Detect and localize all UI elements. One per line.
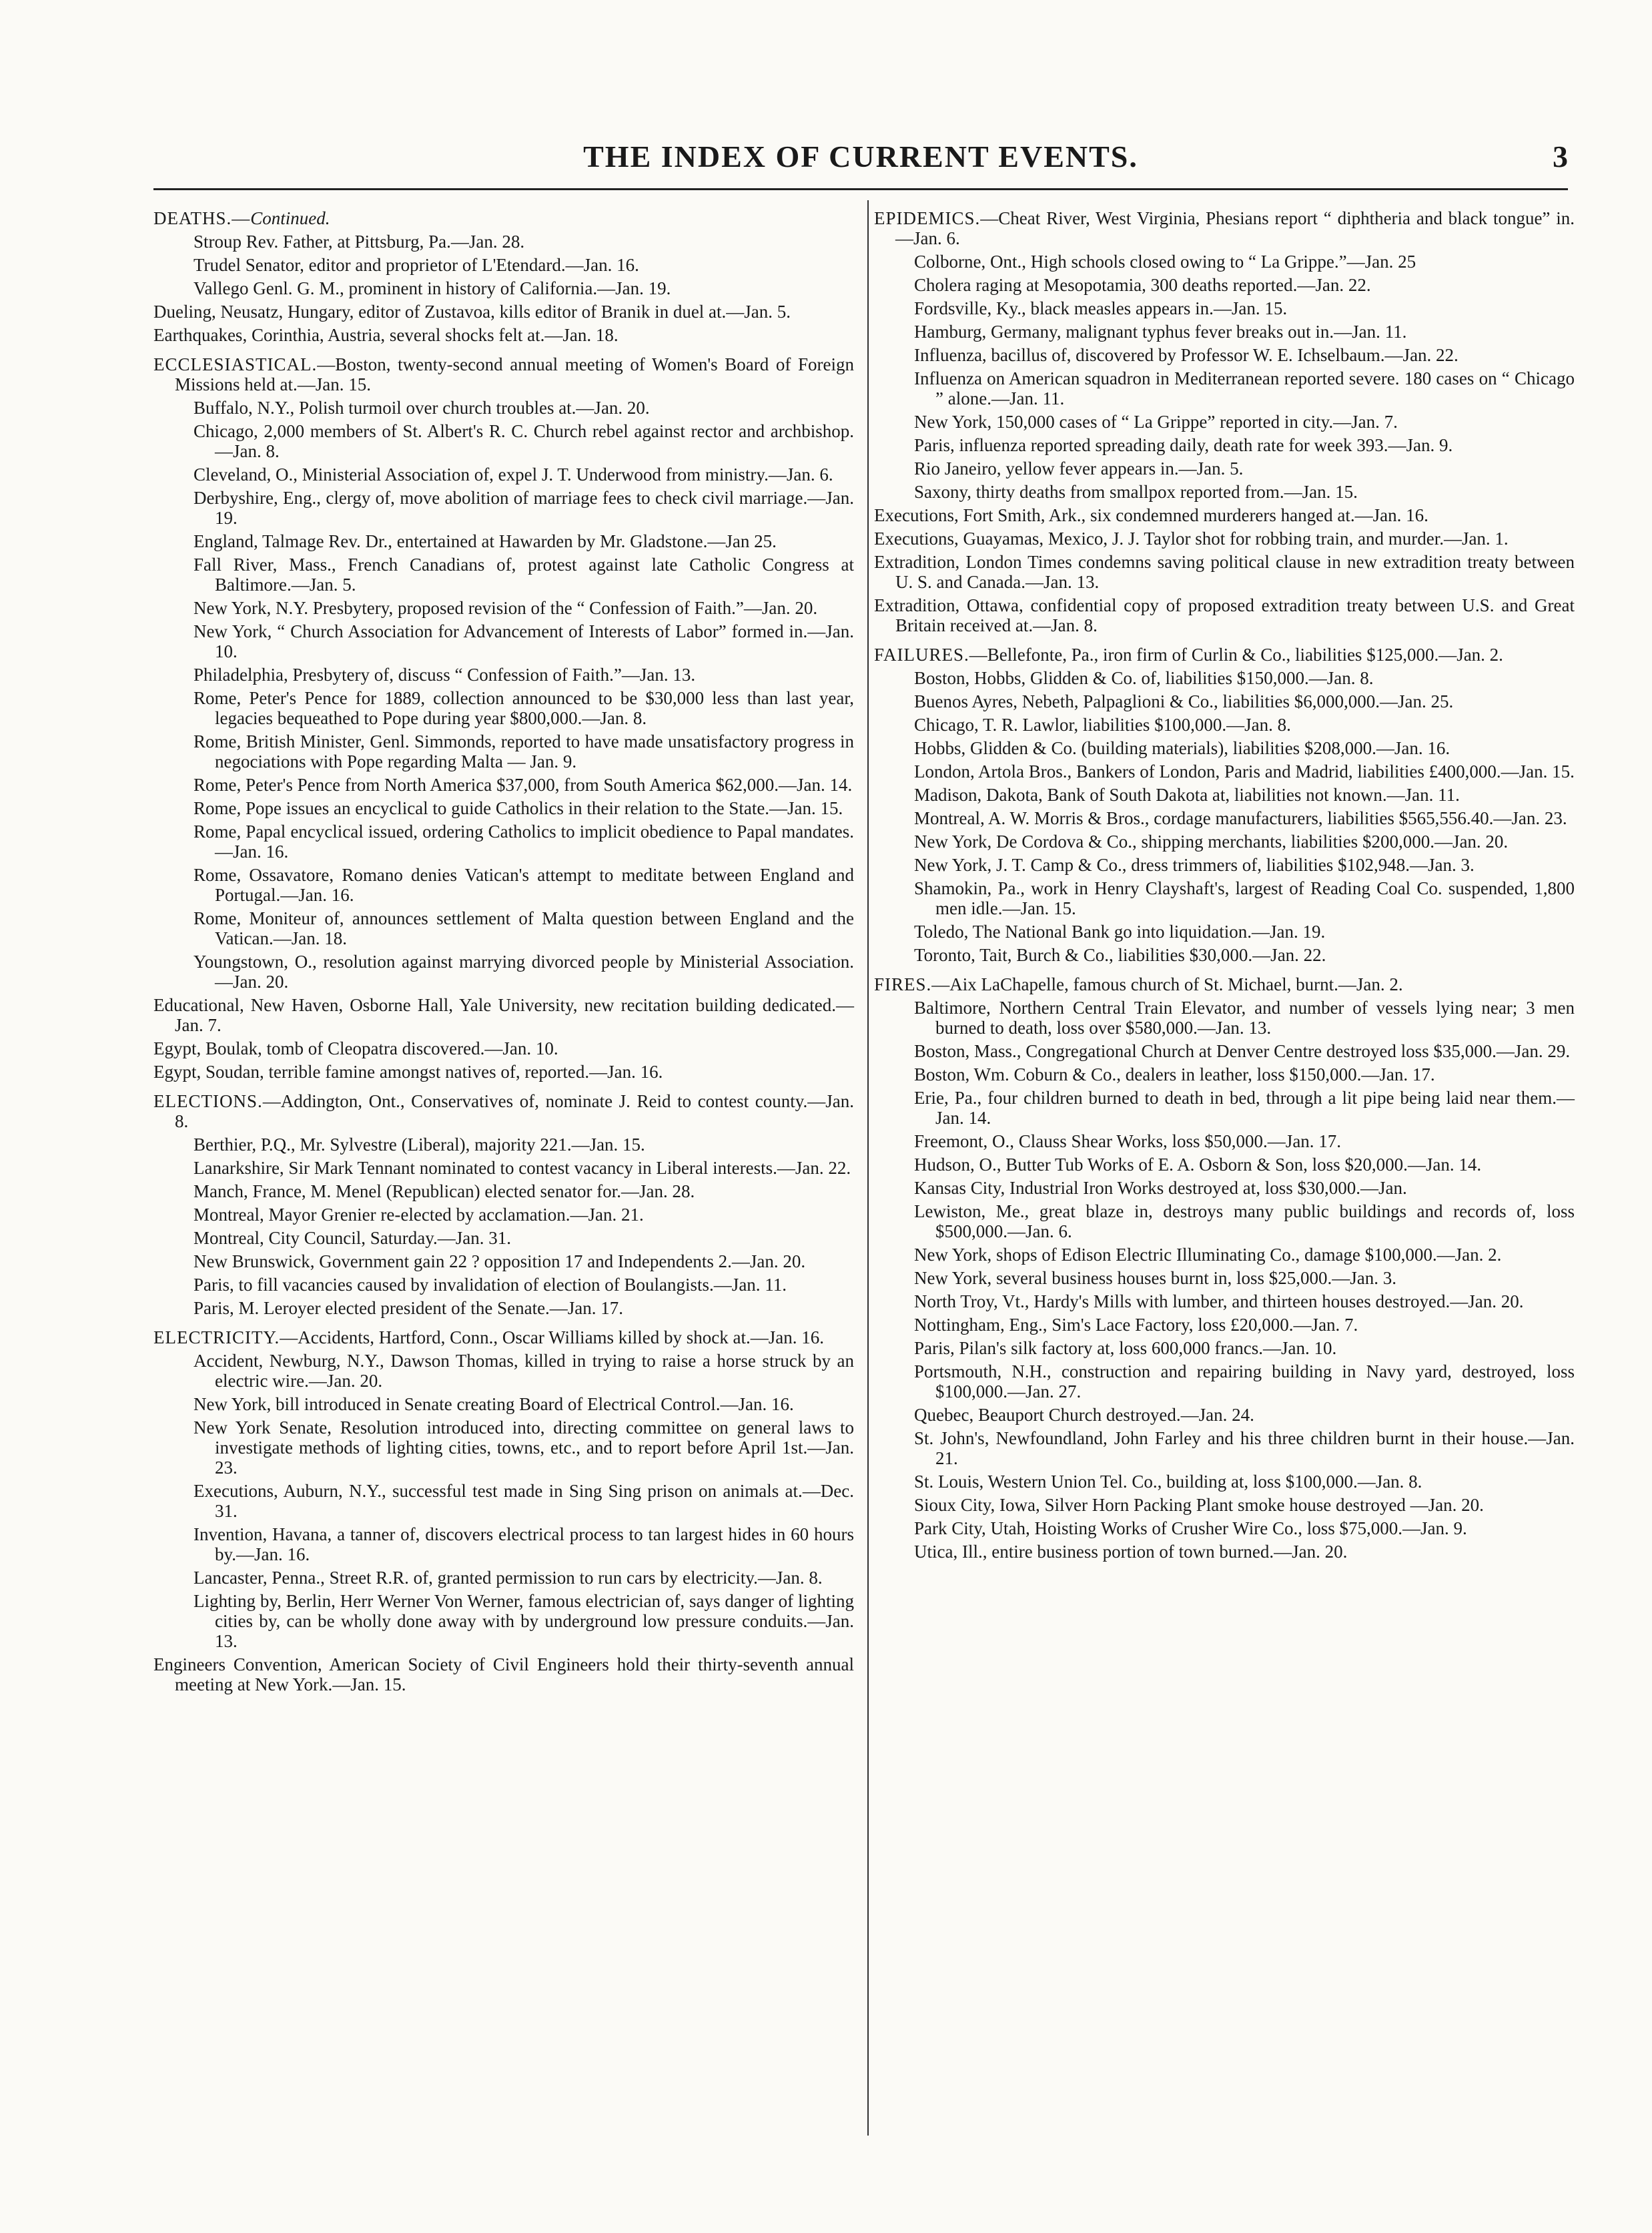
right-column <box>874 208 1575 1565</box>
index-sub-entry: Buffalo, N.Y., Polish turmoil over church troubles at.—Jan. 20. <box>193 398 650 418</box>
index-sub-entry: St. Louis, Western Union Tel. Co., building at, loss $100,000.—Jan. 8. <box>914 1472 1422 1492</box>
index-sub-entry: Rome, Peter's Pence from North America $37,000, from South America $62,000.—Jan. 14. <box>193 775 853 795</box>
index-sub-entry: Quebec, Beauport Church destroyed.—Jan. 24. <box>914 1405 1254 1425</box>
index-category-entry <box>874 645 1575 665</box>
index-sub-entry: Rome, Peter's Pence for 1889, collection announced to be $30,000 less than last year, legacies bequeathed to Pope during year $800,000.—Jan. 8. <box>193 688 854 728</box>
index-sub-entry: Berthier, P.Q., Mr. Sylvestre (Liberal), majority 221.—Jan. 15. <box>193 1135 645 1155</box>
index-sub-entry: North Troy, Vt., Hardy's Mills with lumber, and thirteen houses destroyed.—Jan. 20. <box>914 1291 1524 1311</box>
index-sub-entry: Derbyshire, Eng., clergy of, move abolition of marriage fees to check civil marriage.—Jan. 19. <box>193 488 854 528</box>
index-category-entry <box>153 354 854 394</box>
index-sub-entry: Freemont, O., Clauss Shear Works, loss $50,000.—Jan. 17. <box>914 1131 1342 1151</box>
index-sub-entry: Hobbs, Glidden & Co. (building materials), liabilities $208,000.—Jan. 16. <box>914 738 1451 758</box>
index-sub-entry: Executions, Auburn, N.Y., successful test made in Sing Sing prison on animals at.—Dec. 31. <box>193 1481 854 1521</box>
index-entry: Engineers Convention, American Society of Civil Engineers hold their thirty-seventh annual meeting at New York.—Jan. 15. <box>153 1654 854 1694</box>
index-sub-entry: Shamokin, Pa., work in Henry Clayshaft's, largest of Reading Coal Co. suspended, 1,800 men idle.—Jan. 15. <box>914 878 1575 918</box>
index-sub-entry: New York, J. T. Camp & Co., dress trimmers of, liabilities $102,948.—Jan. 3. <box>914 855 1475 875</box>
index-entry: Executions, Fort Smith, Ark., six condemned murderers hanged at.—Jan. 16. <box>874 505 1428 525</box>
index-sub-entry: Lanarkshire, Sir Mark Tennant nominated to contest vacancy in Liberal interests.—Jan. 22. <box>193 1158 851 1178</box>
page-number: 3 <box>1553 139 1568 174</box>
index-sub-entry: New York, shops of Edison Electric Illuminating Co., damage $100,000.—Jan. 2. <box>914 1245 1502 1265</box>
category-heading: ELECTRICITY. <box>153 1327 280 1347</box>
index-sub-entry: Trudel Senator, editor and proprietor of L'Etendard.—Jan. 16. <box>193 255 639 275</box>
index-sub-entry: New Brunswick, Government gain 22 ? opposition 17 and Independents 2.—Jan. 20. <box>193 1251 806 1271</box>
index-sub-entry: Rome, Moniteur of, announces settlement of Malta question between England and the Vatican.—Jan. 18. <box>193 908 854 948</box>
index-sub-entry: New York, De Cordova & Co., shipping merchants, liabilities $200,000.—Jan. 20. <box>914 832 1509 852</box>
index-sub-entry: New York, several business houses burnt in, loss $25,000.—Jan. 3. <box>914 1268 1396 1288</box>
entry-text: —Accidents, Hartford, Conn., Oscar Williams killed by shock at.—Jan. 16. <box>280 1327 825 1347</box>
index-sub-entry: Buenos Ayres, Nebeth, Palpaglioni & Co., liabilities $6,000,000.—Jan. 25. <box>914 691 1454 711</box>
index-sub-entry: England, Talmage Rev. Dr., entertained at Hawarden by Mr. Gladstone.—Jan 25. <box>193 531 777 551</box>
index-sub-entry: Toronto, Tait, Burch & Co., liabilities $30,000.—Jan. 22. <box>914 945 1326 965</box>
index-category-entry <box>874 974 1575 994</box>
column-divider <box>867 200 869 2136</box>
index-entry: Extradition, London Times condemns saving political clause in new extradition treaty between U. S. and Canada.—Jan. 13. <box>874 552 1575 592</box>
index-sub-entry: Philadelphia, Presbytery of, discuss “ Confession of Faith.”—Jan. 13. <box>193 665 696 685</box>
index-sub-entry: Hudson, O., Butter Tub Works of E. A. Osborn & Son, loss $20,000.—Jan. 14. <box>914 1155 1482 1175</box>
index-sub-entry: Portsmouth, N.H., construction and repairing building in Navy yard, destroyed, loss $100,000.—Jan. 27. <box>914 1361 1575 1401</box>
index-sub-entry: Youngstown, O., resolution against marrying divorced people by Ministerial Association.—Jan. 20. <box>193 952 854 992</box>
page-header <box>153 133 1568 187</box>
index-sub-entry: Paris, Pilan's silk factory at, loss 600,000 francs.—Jan. 10. <box>914 1338 1337 1358</box>
index-sub-entry: Erie, Pa., four children burned to death in bed, through a lit pipe being laid near them.—Jan. 14. <box>914 1088 1575 1128</box>
entry-text: Continued. <box>250 208 330 228</box>
index-sub-entry: Paris, M. Leroyer elected president of the Senate.—Jan. 17. <box>193 1298 624 1318</box>
index-sub-entry: Stroup Rev. Father, at Pittsburg, Pa.—Jan. 28. <box>193 232 525 252</box>
index-sub-entry: London, Artola Bros., Bankers of London, Paris and Madrid, liabilities £400,000.—Jan. 15. <box>914 761 1575 781</box>
index-sub-entry: Vallego Genl. G. M., prominent in history of California.—Jan. 19. <box>193 278 671 298</box>
index-sub-entry: Baltimore, Northern Central Train Elevator, and number of vessels lying near; 3 men burned to death, loss over $580,000.—Jan. 13. <box>914 998 1575 1038</box>
index-category-entry <box>153 208 854 228</box>
category-heading: DEATHS.— <box>153 208 251 228</box>
index-sub-entry: Lighting by, Berlin, Herr Werner Von Werner, famous electrician of, says danger of lighting cities by, can be wholly done away with by underground low pressure conduits.—Jan. 13. <box>193 1591 854 1651</box>
category-heading: ECCLESIASTICAL. <box>153 354 318 374</box>
category-heading: FAILURES. <box>874 645 969 665</box>
index-sub-entry: Kansas City, Industrial Iron Works destroyed at, loss $30,000.—Jan. <box>914 1178 1407 1198</box>
index-sub-entry: Chicago, T. R. Lawlor, liabilities $100,000.—Jan. 8. <box>914 715 1291 735</box>
index-sub-entry: Chicago, 2,000 members of St. Albert's R. C. Church rebel against rector and archbishop.—Jan. 8. <box>193 421 854 461</box>
index-sub-entry: Influenza, bacillus of, discovered by Professor W. E. Ichselbaum.—Jan. 22. <box>914 345 1459 365</box>
index-sub-entry: Sioux City, Iowa, Silver Horn Packing Plant smoke house destroyed —Jan. 20. <box>914 1495 1484 1515</box>
index-sub-entry: Rome, Papal encyclical issued, ordering Catholics to implicit obedience to Papal mandates.—Jan. 16. <box>193 822 854 862</box>
index-sub-entry: Lewiston, Me., great blaze in, destroys many public buildings and records of, loss $500,000.—Jan. 6. <box>914 1201 1575 1241</box>
index-entry: Dueling, Neusatz, Hungary, editor of Zustavoa, kills editor of Branik in duel at.—Jan. 5. <box>153 302 791 322</box>
index-sub-entry: Montreal, Mayor Grenier re-elected by acclamation.—Jan. 21. <box>193 1205 644 1225</box>
index-sub-entry: Accident, Newburg, N.Y., Dawson Thomas, killed in trying to raise a horse struck by an electric wire.—Jan. 20. <box>193 1351 854 1391</box>
category-heading: EPIDEMICS. <box>874 208 981 228</box>
index-sub-entry: New York Senate, Resolution introduced into, directing committee on general laws to investigate methods of lighting cities, towns, etc., and to report before April 1st.—Jan. 23. <box>193 1417 854 1478</box>
index-category-entry <box>874 208 1575 248</box>
index-sub-entry: Rome, Ossavatore, Romano denies Vatican's attempt to meditate between England and Portugal.—Jan. 16. <box>193 865 854 905</box>
index-sub-entry: Nottingham, Eng., Sim's Lace Factory, loss £20,000.—Jan. 7. <box>914 1315 1358 1335</box>
index-sub-entry: New York, N.Y. Presbytery, proposed revision of the “ Confession of Faith.”—Jan. 20. <box>193 598 818 618</box>
page-title: THE INDEX OF CURRENT EVENTS. <box>583 139 1138 174</box>
header-rule <box>153 188 1568 190</box>
index-sub-entry: Lancaster, Penna., Street R.R. of, granted permission to run cars by electricity.—Jan. 8. <box>193 1568 823 1588</box>
index-sub-entry: Paris, influenza reported spreading daily, death rate for week 393.—Jan. 9. <box>914 435 1453 455</box>
index-sub-entry: Influenza on American squadron in Mediterranean reported severe. 180 cases on “ Chicago ” alone.—Jan. 11. <box>914 368 1575 408</box>
index-sub-entry: Cholera raging at Mesopotamia, 300 deaths reported.—Jan. 22. <box>914 275 1371 295</box>
entry-text: —Boston, twenty-second annual meeting of Women's Board of Foreign Missions held at.—Jan. 15. <box>175 354 854 394</box>
index-sub-entry: Rome, British Minister, Genl. Simmonds, reported to have made unsatisfactory progress in negociations with Pope regarding Malta — Jan. 9. <box>193 731 854 771</box>
index-sub-entry: St. John's, Newfoundland, John Farley and his three children burnt in their house.—Jan. 21. <box>914 1428 1575 1468</box>
index-sub-entry: Paris, to fill vacancies caused by invalidation of election of Boulangists.—Jan. 11. <box>193 1275 787 1295</box>
index-sub-entry: New York, bill introduced in Senate creating Board of Electrical Control.—Jan. 16. <box>193 1394 794 1414</box>
left-column <box>153 208 854 1698</box>
index-sub-entry: Manch, France, M. Menel (Republican) elected senator for.—Jan. 28. <box>193 1181 695 1201</box>
index-entry: Extradition, Ottawa, confidential copy of proposed extradition treaty between U.S. and Great Britain received at.—Jan. 8. <box>874 595 1575 635</box>
index-sub-entry: Boston, Mass., Congregational Church at Denver Centre destroyed loss $35,000.—Jan. 29. <box>914 1041 1571 1061</box>
entry-text: —Bellefonte, Pa., iron firm of Curlin & Co., liabilities $125,000.—Jan. 2. <box>969 645 1503 665</box>
category-heading: ELECTIONS. <box>153 1091 263 1111</box>
index-sub-entry: Fordsville, Ky., black measles appears in.—Jan. 15. <box>914 298 1288 318</box>
index-sub-entry: Rome, Pope issues an encyclical to guide Catholics in their relation to the State.—Jan. 15. <box>193 798 843 818</box>
index-category-entry <box>153 1327 854 1347</box>
index-sub-entry: Boston, Hobbs, Glidden & Co. of, liabilities $150,000.—Jan. 8. <box>914 668 1374 688</box>
index-sub-entry: Saxony, thirty deaths from smallpox reported from.—Jan. 15. <box>914 482 1358 502</box>
index-sub-entry: Cleveland, O., Ministerial Association of, expel J. T. Underwood from ministry.—Jan. 6. <box>193 464 833 485</box>
entry-text: —Aix LaChapelle, famous church of St. Michael, burnt.—Jan. 2. <box>931 974 1403 994</box>
index-sub-entry: Toledo, The National Bank go into liquidation.—Jan. 19. <box>914 922 1326 942</box>
index-sub-entry: Colborne, Ont., High schools closed owing to “ La Grippe.”—Jan. 25 <box>914 252 1416 272</box>
index-sub-entry: New York, 150,000 cases of “ La Grippe” reported in city.—Jan. 7. <box>914 412 1398 432</box>
index-sub-entry: Montreal, City Council, Saturday.—Jan. 31. <box>193 1228 511 1248</box>
index-sub-entry: New York, “ Church Association for Advancement of Interests of Labor” formed in.—Jan. 10. <box>193 621 854 661</box>
category-heading: FIRES. <box>874 974 932 994</box>
index-entry: Egypt, Soudan, terrible famine amongst natives of, reported.—Jan. 16. <box>153 1062 663 1082</box>
index-entry: Executions, Guayamas, Mexico, J. J. Taylor shot for robbing train, and murder.—Jan. 1. <box>874 529 1509 549</box>
index-sub-entry: Invention, Havana, a tanner of, discovers electrical process to tan largest hides in 60 hours by.—Jan. 16. <box>193 1524 854 1564</box>
index-sub-entry: Hamburg, Germany, malignant typhus fever breaks out in.—Jan. 11. <box>914 322 1407 342</box>
index-entry: Educational, New Haven, Osborne Hall, Yale University, new recitation building dedicated.—Jan. 7. <box>153 995 854 1035</box>
index-sub-entry: Park City, Utah, Hoisting Works of Crusher Wire Co., loss $75,000.—Jan. 9. <box>914 1518 1467 1538</box>
index-sub-entry: Fall River, Mass., French Canadians of, protest against late Catholic Congress at Baltimore.—Jan. 5. <box>193 555 854 595</box>
index-entry: Egypt, Boulak, tomb of Cleopatra discovered.—Jan. 10. <box>153 1038 558 1058</box>
index-entry: Earthquakes, Corinthia, Austria, several shocks felt at.—Jan. 18. <box>153 325 618 345</box>
index-category-entry <box>153 1091 854 1131</box>
entry-text: —Cheat River, West Virginia, Phesians report “ diphtheria and black tongue” in.—Jan. 6. <box>895 208 1575 248</box>
entry-text: —Addington, Ont., Conservatives of, nominate J. Reid to contest county.—Jan. 8. <box>175 1091 854 1131</box>
index-sub-entry: Utica, Ill., entire business portion of town burned.—Jan. 20. <box>914 1542 1348 1562</box>
index-sub-entry: Boston, Wm. Coburn & Co., dealers in leather, loss $150,000.—Jan. 17. <box>914 1064 1435 1084</box>
index-sub-entry: Rio Janeiro, yellow fever appears in.—Jan. 5. <box>914 458 1244 478</box>
index-sub-entry: Madison, Dakota, Bank of South Dakota at, liabilities not known.—Jan. 11. <box>914 785 1460 805</box>
index-sub-entry: Montreal, A. W. Morris & Bros., cordage manufacturers, liabilities $565,556.40.—Jan. 23. <box>914 808 1567 828</box>
